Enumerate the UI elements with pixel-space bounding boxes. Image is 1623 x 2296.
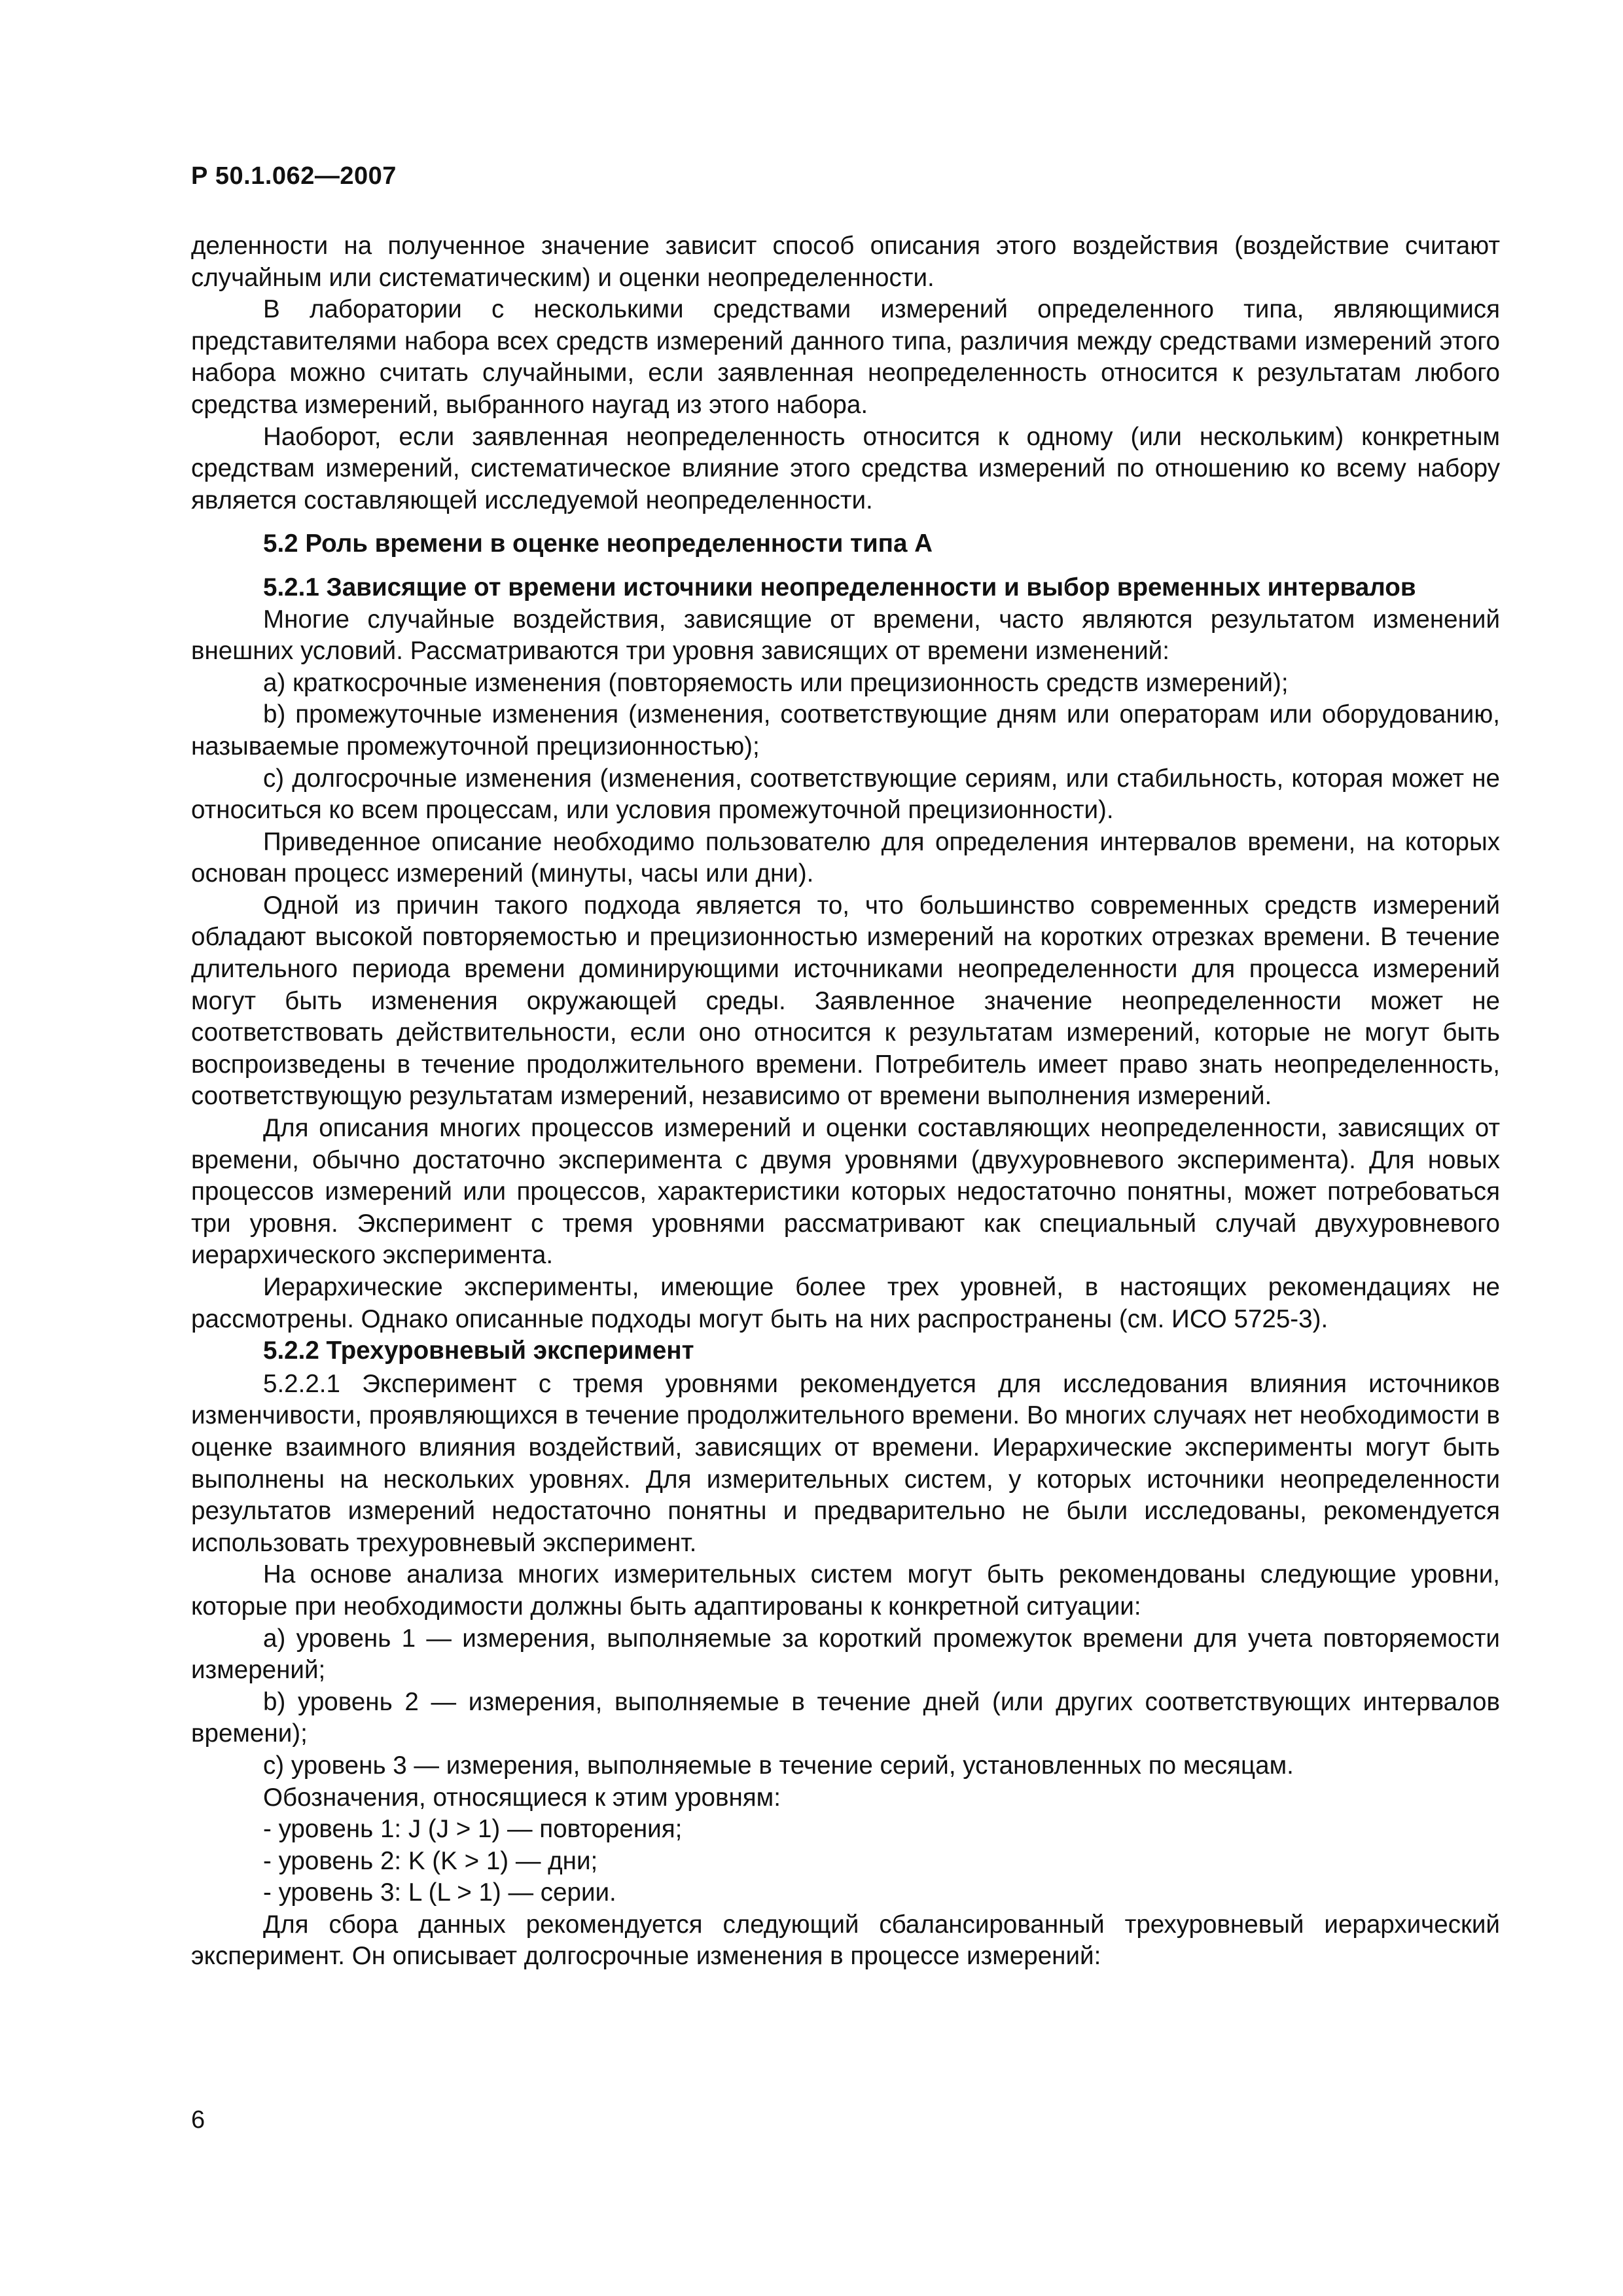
paragraph: На основе анализа многих измерительных систем могут быть рекомендованы следующие уровни, которые при необходимости должны быть адаптированы к конкретной ситуации: [191,1560,1500,1621]
list-item: c) долгосрочные изменения (изменения, соответствующие сериям, или стабильность, которая может не относиться ко всем процессам, или условия промежуточной прецизионности). [191,764,1500,825]
list-item: a) краткосрочные изменения (повторяемость или прецизионность средств измерений); [263,668,1289,697]
list-item: c) уровень 3 — измерения, выполняемые в течение серий, установленных по месяцам. [263,1751,1294,1780]
page-number: 6 [191,2106,205,2134]
document-code-header: Р 50.1.062—2007 [191,162,397,190]
paragraph: Обозначения, относящиеся к этим уровням: [263,1783,781,1812]
paragraph: Наоборот, если заявленная неопределенность относится к одному (или нескольким) конкретным средствам измерений, систематическое влияние этого средства измерений по отношению ко всему набору является составляющей исследуемой неопределенности. [191,422,1500,514]
paragraph: деленности на полученное значение зависит способ описания этого воздействия (воздействие считают случайным или систематическим) и оценки неопределенности. [191,232,1500,292]
paragraph: В лаборатории с несколькими средствами измерений определенного типа, являющимися представителями набора всех средств измерений данного типа, различия между средствами измерений этого набора можно считать случайными, если заявленная неопределенность относится к результатам любого средства измерений, выбранного наугад из этого набора. [191,295,1500,419]
list-item: b) уровень 2 — измерения, выполняемые в течение дней (или других соответствующих интервалов времени); [191,1687,1500,1748]
paragraph: Приведенное описание необходимо пользователю для определения интервалов времени, на которых основан процесс измерений (минуты, часы или дни). [191,827,1500,888]
paragraph: Для описания многих процессов измерений и оценки составляющих неопределенности, зависящих от времени, обычно достаточно эксперимента с двумя уровнями (двухуровневого эксперимента). Для новых процессов измерений или процессов, характеристики которых недостаточно понятны, может потребоваться три уровня. Эксперимент с тремя уровнями рассматривают как специальный случай двухуровневого иерархического эксперимента. [191,1114,1500,1270]
list-item: - уровень 2: K (K > 1) — дни; [263,1846,598,1875]
list-item: - уровень 3: L (L > 1) — серии. [263,1878,616,1907]
paragraph: Многие случайные воздействия, зависящие от времени, часто являются результатом изменений внешних условий. Рассматриваются три уровня зависящих от времени изменений: [191,605,1500,666]
section-heading: 5.2 Роль времени в оценке неопределенности типа А [263,529,933,558]
paragraph: 5.2.2.1 Эксперимент с тремя уровнями рекомендуется для исследования влияния источников изменчивости, проявляющихся в течение продолжительного времени. Во многих случаях нет необходимости в оценке взаимного влияния воздействий, зависящих от времени. Иерархические эксперименты могут быть выполнены на нескольких уровнях. Для измерительных систем, у которых источники неопределенности результатов измерений недостаточно понятны и предварительно не были исследованы, рекомендуется использовать трехуровневый эксперимент. [191,1369,1500,1557]
list-item: b) промежуточные изменения (изменения, соответствующие дням или операторам или оборудованию, называемые промежуточной прецизионностью); [191,700,1500,761]
subsection-heading: 5.2.1 Зависящие от времени источники неопределенности и выбор временных интервалов [263,573,1416,601]
list-item: a) уровень 1 — измерения, выполняемые за короткий промежуток времени для учета повторяемости измерений; [191,1624,1500,1685]
list-item: - уровень 1: J (J > 1) — повторения; [263,1815,683,1844]
subsection-heading: 5.2.2 Трехуровневый эксперимент [263,1336,694,1365]
paragraph: Для сбора данных рекомендуется следующий сбалансированный трехуровневый иерархический эксперимент. Он описывает долгосрочные изменения в процессе измерений: [191,1910,1500,1971]
paragraph: Иерархические эксперименты, имеющие более трех уровней, в настоящих рекомендациях не рассмотрены. Однако описанные подходы могут быть на них распространены (см. ИСО 5725-3). [191,1273,1500,1333]
document-body [191,230,1500,1973]
paragraph: Одной из причин такого подхода является то, что большинство современных средств измерений обладают высокой повторяемостью и прецизионностью измерений на коротких отрезках времени. В течение длительного периода времени доминирующими источниками неопределенности для процесса измерений могут быть изменения окружающей среды. Заявленное значение неопределенности может не соответствовать действительности, если оно относится к результатам измерений, которые не могут быть воспроизведены в течение продолжительного времени. Потребитель имеет право знать неопределенность, соответствующую результатам измерений, независимо от времени выполнения измерений. [191,891,1500,1111]
